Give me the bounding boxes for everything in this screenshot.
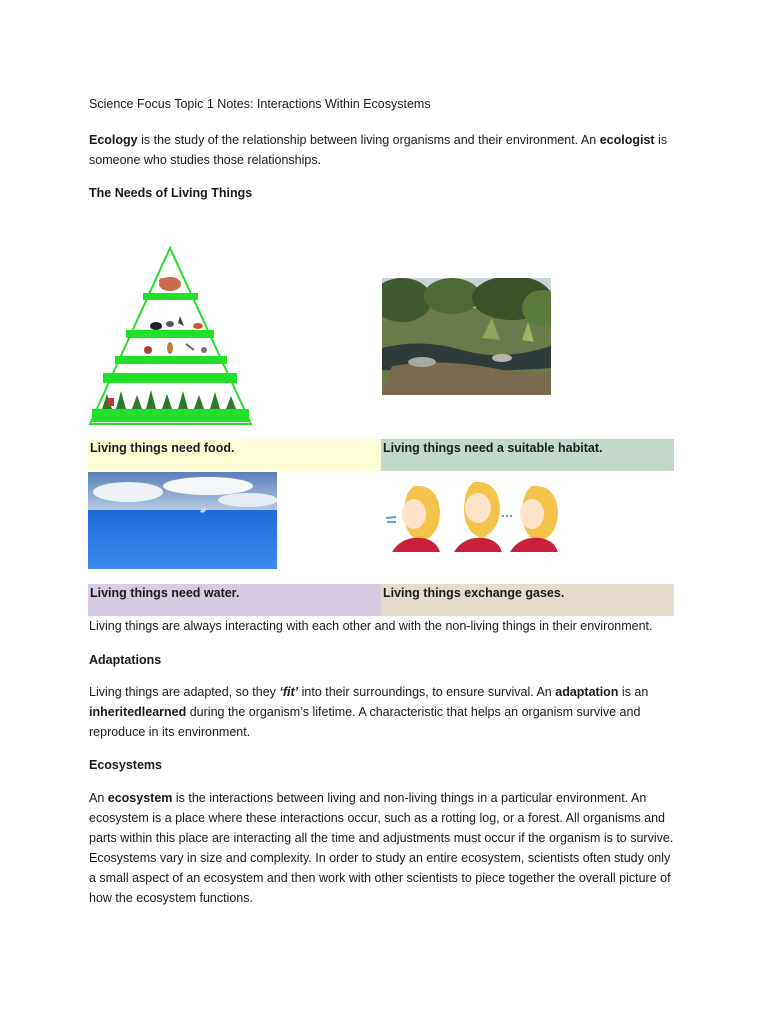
term-ecosystem: ecosystem (107, 791, 173, 805)
eco-text-1: An (89, 791, 108, 805)
ecology-text-1: is the study of the relationship between living organisms and their environment. An (137, 133, 600, 147)
breathing-girls-illustration (384, 480, 559, 558)
ecosystems-heading: Ecosystems (89, 758, 162, 772)
adaptations-heading: Adaptations (89, 653, 162, 667)
gases-caption (381, 584, 674, 616)
adaptations-paragraph (89, 682, 679, 742)
stream-habitat-photo (382, 278, 551, 395)
adapt-text-3: is an (618, 685, 649, 699)
term-adaptation: adaptation (555, 685, 619, 699)
habitat-caption-text: Living things need a suitable habitat. (383, 441, 603, 455)
ecology-text-2: is someone who studies those relationships. (89, 133, 668, 167)
adapt-text-4: during the organism’s lifetime. A characteristic that helps an organism survive and reproduce in its environment. (89, 705, 641, 739)
food-caption (88, 439, 382, 471)
gases-caption-text: Living things exchange gases. (383, 586, 565, 600)
term-ecologist: ecologist (599, 133, 655, 147)
food-caption-text: Living things need food. (90, 441, 235, 455)
water-caption-text: Living things need water. (90, 586, 240, 600)
term-inheritedlearned: inheritedlearned (89, 705, 187, 719)
eco-text-2: is the interactions between living and non-living things in a particular environment. An ecosystem is a place where these interactions occur, such as a rotting log, or a forest. All organisms and parts within this place are interacting all the time and adjustments must occur if the organism is to survive. Ecosystems vary in size and complexity. In order to study an entire ecosystem, scientists often study only a small aspect of an ecosystem and then work with other scientists to piece together the overall picture of how the ecosystem functions. (89, 791, 674, 905)
adapt-text-1: Living things are adapted, so they (89, 685, 280, 699)
document-title: Science Focus Topic 1 Notes: Interactions Within Ecosystems (89, 97, 431, 111)
adapt-text-2: into their surroundings, to ensure survival. An (298, 685, 556, 699)
ecosystems-paragraph (89, 788, 679, 908)
ocean-dolphin-image (88, 472, 277, 569)
term-ecology: Ecology (89, 133, 138, 147)
water-caption (88, 584, 382, 616)
food-pyramid-image (88, 246, 253, 426)
interacting-sentence: Living things are always interacting with each other and with the non-living things in their environment. (89, 619, 653, 633)
needs-heading: The Needs of Living Things (89, 186, 253, 200)
ecology-paragraph (89, 130, 679, 170)
term-fit: ‘fit’ (279, 685, 299, 699)
habitat-caption (381, 439, 674, 471)
